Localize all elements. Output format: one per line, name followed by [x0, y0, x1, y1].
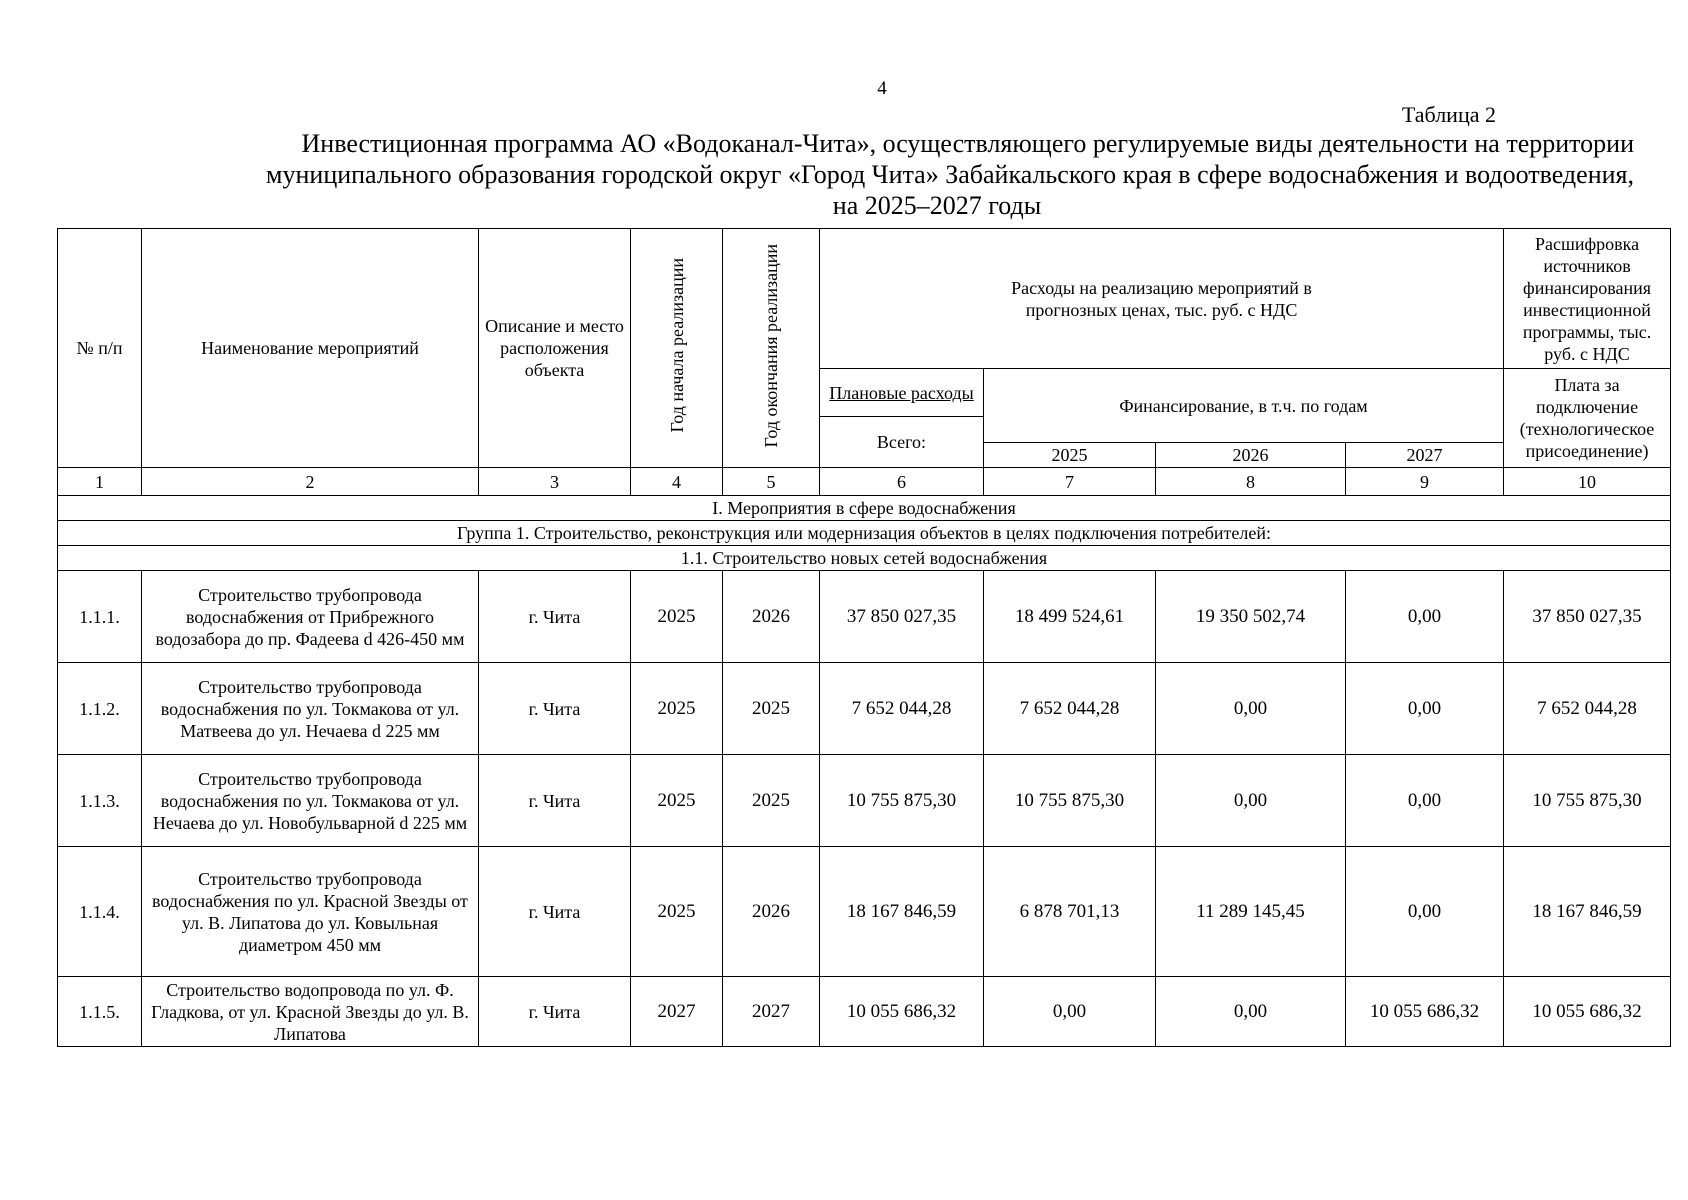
- row-start: 2025: [631, 847, 723, 977]
- row-2025: 6 878 701,13: [984, 847, 1156, 977]
- row-name: Строительство трубопровода водоснабжения по ул. Красной Звезды от ул. В. Липатова до ул. Ковыльная диаметром 450 мм: [142, 847, 479, 977]
- col-number: 9: [1346, 468, 1504, 496]
- header-year-start-label: Год начала реализации: [666, 258, 687, 433]
- row-num: 1.1.5.: [58, 977, 142, 1047]
- header-year-end: [723, 229, 820, 468]
- row-2026: 0,00: [1156, 755, 1346, 847]
- header-financing: Финансирование, в т.ч. по годам: [984, 369, 1504, 443]
- header-sources: Расшифровка источников финансирования инвестиционной программы, тыс. руб. с НДС: [1504, 229, 1671, 369]
- row-2026: 0,00: [1156, 977, 1346, 1047]
- group-row: Группа 1. Строительство, реконструкция или модернизация объектов в целях подключения потребителей:: [58, 521, 1671, 546]
- title-line-1: Инвестиционная программа АО «Водоканал-Чита», осуществляющего регулируемые виды деятельности на территории: [301, 129, 1634, 158]
- col-number: 2: [142, 468, 479, 496]
- header-planned-label: Плановые расходы: [829, 382, 974, 403]
- row-2027: 10 055 686,32: [1346, 977, 1504, 1047]
- header-expenses: Расходы на реализацию мероприятий в прогнозных ценах, тыс. руб. с НДС: [820, 229, 1504, 369]
- row-num: 1.1.4.: [58, 847, 142, 977]
- header-name: Наименование мероприятий: [142, 229, 479, 468]
- row-2025: 18 499 524,61: [984, 571, 1156, 663]
- document-title: [120, 128, 1634, 221]
- row-total: 37 850 027,35: [820, 571, 984, 663]
- table-row: [58, 571, 1671, 663]
- header-fee: Плата за подключение (технологическое присоединение): [1504, 369, 1671, 468]
- row-fee: 37 850 027,35: [1504, 571, 1671, 663]
- row-place: г. Чита: [479, 847, 631, 977]
- table-row: [58, 663, 1671, 755]
- col-number: 8: [1156, 468, 1346, 496]
- row-num: 1.1.1.: [58, 571, 142, 663]
- header-2027: 2027: [1346, 443, 1504, 468]
- row-fee: 7 652 044,28: [1504, 663, 1671, 755]
- row-2025: 0,00: [984, 977, 1156, 1047]
- row-num: 1.1.2.: [58, 663, 142, 755]
- header-desc: Описание и место расположения объекта: [479, 229, 631, 468]
- row-start: 2025: [631, 571, 723, 663]
- row-2026: 0,00: [1156, 663, 1346, 755]
- row-start: 2025: [631, 663, 723, 755]
- row-2026: 11 289 145,45: [1156, 847, 1346, 977]
- row-name: Строительство водопровода по ул. Ф. Гладкова, от ул. Красной Звезды до ул. В. Липатова: [142, 977, 479, 1047]
- col-number: 4: [631, 468, 723, 496]
- col-number: 1: [58, 468, 142, 496]
- row-place: г. Чита: [479, 755, 631, 847]
- table-row: [58, 977, 1671, 1047]
- row-end: 2026: [723, 571, 820, 663]
- row-fee: 10 055 686,32: [1504, 977, 1671, 1047]
- title-line-3: на 2025–2027 годы: [832, 191, 1042, 220]
- row-2027: 0,00: [1346, 847, 1504, 977]
- investment-table: [57, 228, 1671, 1047]
- row-place: г. Чита: [479, 977, 631, 1047]
- row-name: Строительство трубопровода водоснабжения от Прибрежного водозабора до пр. Фадеева d 426-450 мм: [142, 571, 479, 663]
- header-year-end-label: Год окончания реализации: [761, 243, 781, 448]
- col-number: 6: [820, 468, 984, 496]
- row-2027: 0,00: [1346, 571, 1504, 663]
- row-2025: 7 652 044,28: [984, 663, 1156, 755]
- table-row: [58, 847, 1671, 977]
- col-number: 5: [723, 468, 820, 496]
- header-2026: 2026: [1156, 443, 1346, 468]
- row-start: 2025: [631, 755, 723, 847]
- row-total: 10 755 875,30: [820, 755, 984, 847]
- col-number: 3: [479, 468, 631, 496]
- table-row: [58, 755, 1671, 847]
- row-name: Строительство трубопровода водоснабжения по ул. Токмакова от ул. Нечаева до ул. Новобульварной d 225 мм: [142, 755, 479, 847]
- header-total: Всего:: [820, 417, 984, 468]
- title-line-2: муниципального образования городской округ «Город Чита» Забайкальского края в сфере водоснабжения и водоотведения,: [266, 160, 1634, 189]
- row-fee: 10 755 875,30: [1504, 755, 1671, 847]
- row-2025: 10 755 875,30: [984, 755, 1156, 847]
- row-end: 2025: [723, 755, 820, 847]
- row-num: 1.1.3.: [58, 755, 142, 847]
- row-name: Строительство трубопровода водоснабжения по ул. Токмакова от ул. Матвеева до ул. Нечаева d 225 мм: [142, 663, 479, 755]
- section-row: I. Мероприятия в сфере водоснабжения: [58, 496, 1671, 521]
- row-total: 10 055 686,32: [820, 977, 984, 1047]
- header-year-start: [631, 229, 723, 468]
- row-place: г. Чита: [479, 663, 631, 755]
- page-number: 4: [877, 78, 887, 99]
- row-2027: 0,00: [1346, 755, 1504, 847]
- row-start: 2027: [631, 977, 723, 1047]
- row-2027: 0,00: [1346, 663, 1504, 755]
- table-label: Таблица 2: [1401, 102, 1496, 127]
- subgroup-row: 1.1. Строительство новых сетей водоснабжения: [58, 546, 1671, 571]
- row-fee: 18 167 846,59: [1504, 847, 1671, 977]
- col-number: 10: [1504, 468, 1671, 496]
- row-end: 2027: [723, 977, 820, 1047]
- row-place: г. Чита: [479, 571, 631, 663]
- header-planned: [820, 369, 984, 417]
- col-number: 7: [984, 468, 1156, 496]
- row-2026: 19 350 502,74: [1156, 571, 1346, 663]
- row-end: 2025: [723, 663, 820, 755]
- row-total: 18 167 846,59: [820, 847, 984, 977]
- row-end: 2026: [723, 847, 820, 977]
- header-num: № п/п: [58, 229, 142, 468]
- header-2025: 2025: [984, 443, 1156, 468]
- row-total: 7 652 044,28: [820, 663, 984, 755]
